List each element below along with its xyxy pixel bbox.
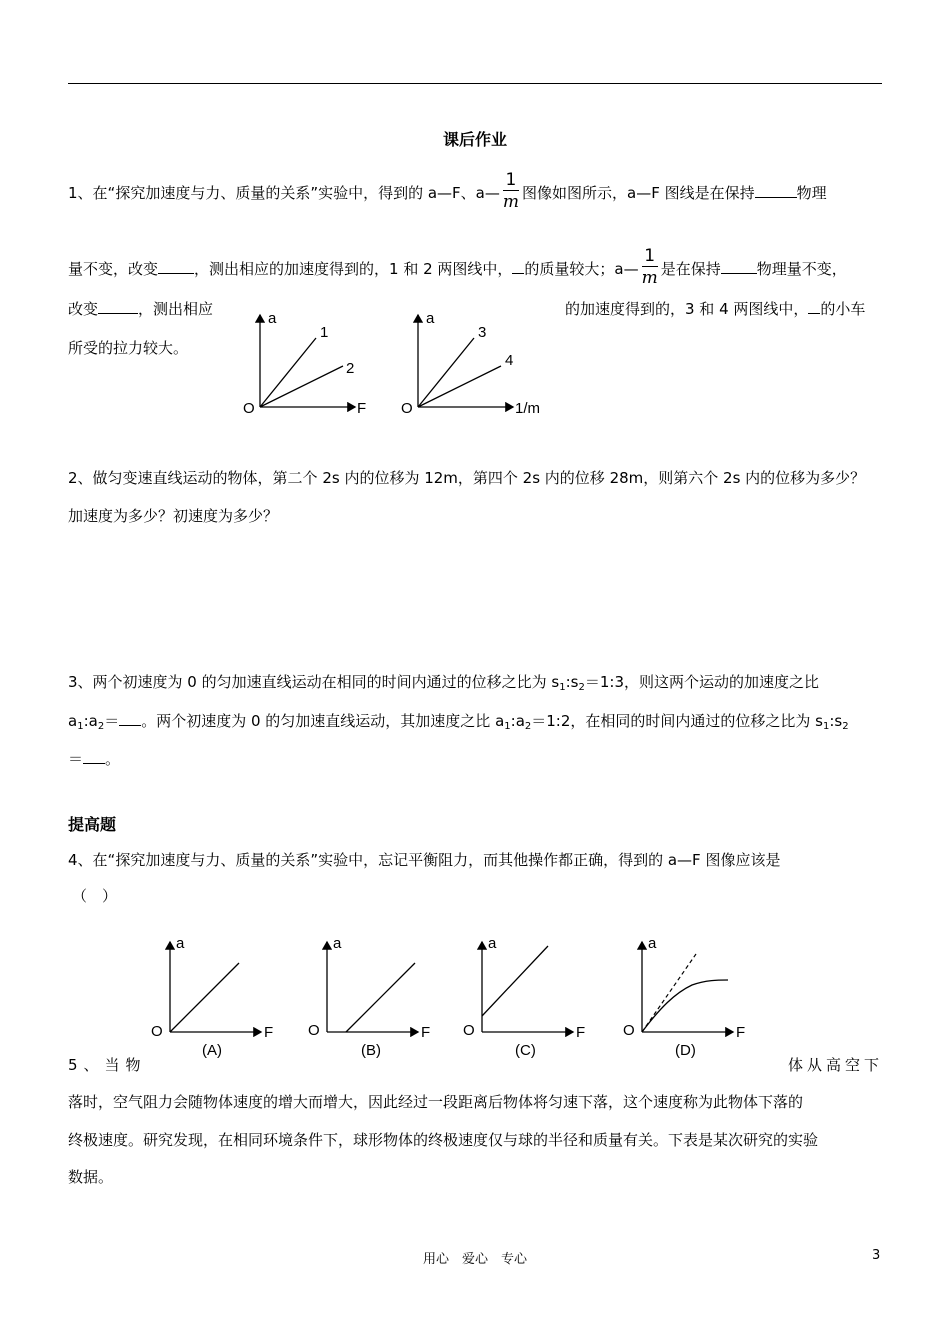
dashed-reference-line <box>642 954 696 1032</box>
answer-blank[interactable] <box>119 710 141 726</box>
q3-text: 3、两个初速度为 0 的匀加速直线运动在相同的时间内通过的位移之比为 s <box>68 673 560 691</box>
subscript: 2 <box>842 721 849 732</box>
x-axis-label: F <box>576 1024 586 1041</box>
q1-text-l3d: 的小车 <box>820 300 866 318</box>
graph-line-2 <box>260 366 343 407</box>
answer-blank[interactable] <box>158 258 194 274</box>
origin-label: O <box>401 400 413 417</box>
fraction-denominator: m <box>502 192 519 212</box>
subscript: 1 <box>559 682 566 693</box>
q5-line3: 终极速度。研究发现，在相同环境条件下，球形物体的终极速度仅与球的半径和质量有关。下表是某次研究的实验 <box>68 1131 819 1149</box>
choice-label: (C) <box>515 1042 536 1059</box>
q1-line3-left <box>68 298 213 319</box>
graph-line <box>170 963 239 1032</box>
fraction-numerator: 1 <box>503 170 519 191</box>
q3-text: :a <box>83 712 98 730</box>
subscript: 1 <box>504 721 511 732</box>
choice-label: (B) <box>361 1042 381 1059</box>
answer-blank[interactable] <box>83 748 105 764</box>
choice-graph-d[interactable] <box>620 928 760 1063</box>
q5-line2: 落时，空气阻力会随物体速度的增大而增大，因此经过一段距离后物体将匀速下落，这个速度称为此物体下落的 <box>68 1093 804 1111</box>
subscript: 1 <box>823 721 830 732</box>
q1-text-l3b: ，测出相应 <box>138 300 214 318</box>
y-axis-label: a <box>176 935 185 952</box>
q1-text-b: 图像如图所示，a—F 图线是在保持 <box>522 184 755 202</box>
choice-label: (A) <box>202 1042 222 1059</box>
q1-line3-right <box>565 298 865 319</box>
q1-text-a: 1、在“探究加速度与力、质量的关系”实验中，得到的 a—F、a— <box>68 184 500 202</box>
origin-label: O <box>308 1022 320 1039</box>
q3-line3 <box>68 748 120 769</box>
origin-label: O <box>151 1023 163 1040</box>
q2-line2: 加速度为多少？初速度为多少？ <box>68 507 279 525</box>
subscript: 2 <box>578 682 585 693</box>
q5-line4: 数据。 <box>68 1168 114 1186</box>
graph-line-3 <box>418 338 474 407</box>
x-axis-label: 1/m <box>515 400 541 417</box>
subscript: 2 <box>97 721 105 732</box>
fraction-denominator: m <box>641 268 658 288</box>
q1-line4: 所受的拉力较大。 <box>68 339 189 357</box>
q3-text: 。两个初速度为 0 的匀加速直线运动，其加速度之比 a <box>141 712 505 730</box>
q1-text-l2c: 的质量较大；a— <box>524 260 639 278</box>
origin-label: O <box>623 1022 635 1039</box>
y-axis-label: a <box>648 935 657 952</box>
answer-blank[interactable] <box>755 182 797 198</box>
y-axis-label: a <box>268 310 277 327</box>
q3-text: 。 <box>105 750 121 768</box>
q3-text: ＝ <box>104 712 120 730</box>
subscript: 2 <box>524 721 532 732</box>
page-number: 3 <box>872 1248 881 1263</box>
q1-text-l3a: 改变 <box>68 300 99 318</box>
header-rule <box>68 83 882 84</box>
fraction-numerator: 1 <box>642 246 658 267</box>
q1-text-l3c: 的加速度得到的，3 和 4 两图线中， <box>565 300 809 318</box>
q1-text-l2e: 物理量不变， <box>756 260 847 278</box>
q3-text: ＝1:3，则这两个运动的加速度之比 <box>584 673 819 691</box>
x-axis-label: F <box>421 1024 431 1041</box>
fraction-one-over-m <box>503 170 519 213</box>
x-axis-label: F <box>264 1024 274 1041</box>
graph-line-4 <box>418 366 501 407</box>
section-heading: 提高题 <box>68 815 117 834</box>
line-label-2: 2 <box>346 360 355 377</box>
page-footer: 用心 爱心 专心 <box>422 1252 527 1267</box>
q3-text: :a <box>510 712 525 730</box>
x-axis-label: F <box>736 1024 746 1041</box>
q3-line1 <box>68 672 819 698</box>
q3-text: :s <box>565 673 579 691</box>
q1-text-l2d: 是在保持 <box>660 260 721 278</box>
q5-line1-right: 体从高空下 <box>788 1056 884 1074</box>
answer-blank[interactable] <box>808 298 820 314</box>
figure-a-f-graph <box>230 305 380 420</box>
answer-blank[interactable] <box>721 258 757 274</box>
subscript: 1 <box>77 721 84 732</box>
q4-line1: 4、在“探究加速度与力、质量的关系”实验中，忘记平衡阻力，而其他操作都正确，得到的 a—F 图像应该是 <box>68 851 781 869</box>
q1-text-l2b: ，测出相应的加速度得到的，1 和 2 两图线中， <box>194 260 513 278</box>
origin-label: O <box>243 400 255 417</box>
x-axis-label: F <box>357 400 367 417</box>
q1-text-l2a: 量不变，改变 <box>68 260 159 278</box>
page-title: 课后作业 <box>442 130 507 149</box>
answer-blank[interactable] <box>98 298 138 314</box>
q3-text: :s <box>829 712 843 730</box>
graph-line-1 <box>260 338 316 407</box>
answer-blank[interactable] <box>512 258 524 274</box>
q1-line2 <box>68 248 847 291</box>
graph-line <box>482 946 548 1016</box>
q3-text: ＝ <box>68 750 84 768</box>
line-label-3: 3 <box>478 324 487 341</box>
figure-a-inverse-m-graph <box>388 305 558 420</box>
q3-line2 <box>68 710 849 737</box>
q2-line1: 2、做匀变速直线运动的物体，第二个 2s 内的位移为 12m，第四个 2s 内的位移 28m，则第六个 2s 内的位移为多少？ <box>68 469 866 487</box>
graph-line <box>346 963 415 1032</box>
choice-label: (D) <box>675 1042 696 1059</box>
q1-text-c: 物理 <box>796 184 827 202</box>
q4-line2: （ ） <box>72 887 118 905</box>
q1-line1 <box>68 172 827 215</box>
line-label-4: 4 <box>505 352 514 369</box>
choice-graph-b[interactable] <box>305 928 445 1063</box>
choice-graph-a[interactable] <box>145 928 285 1063</box>
y-axis-label: a <box>426 310 435 327</box>
q5-line1-left: 5、当物 <box>68 1056 147 1074</box>
origin-label: O <box>463 1022 475 1039</box>
q3-text: ＝1:2，在相同的时间内通过的位移之比为 s <box>531 712 823 730</box>
y-axis-label: a <box>333 935 342 952</box>
q3-text: a <box>68 712 78 730</box>
graph-curve <box>642 980 728 1032</box>
fraction-one-over-m <box>642 246 658 289</box>
line-label-1: 1 <box>320 324 329 341</box>
choice-graph-c[interactable] <box>460 928 600 1063</box>
y-axis-label: a <box>488 935 497 952</box>
